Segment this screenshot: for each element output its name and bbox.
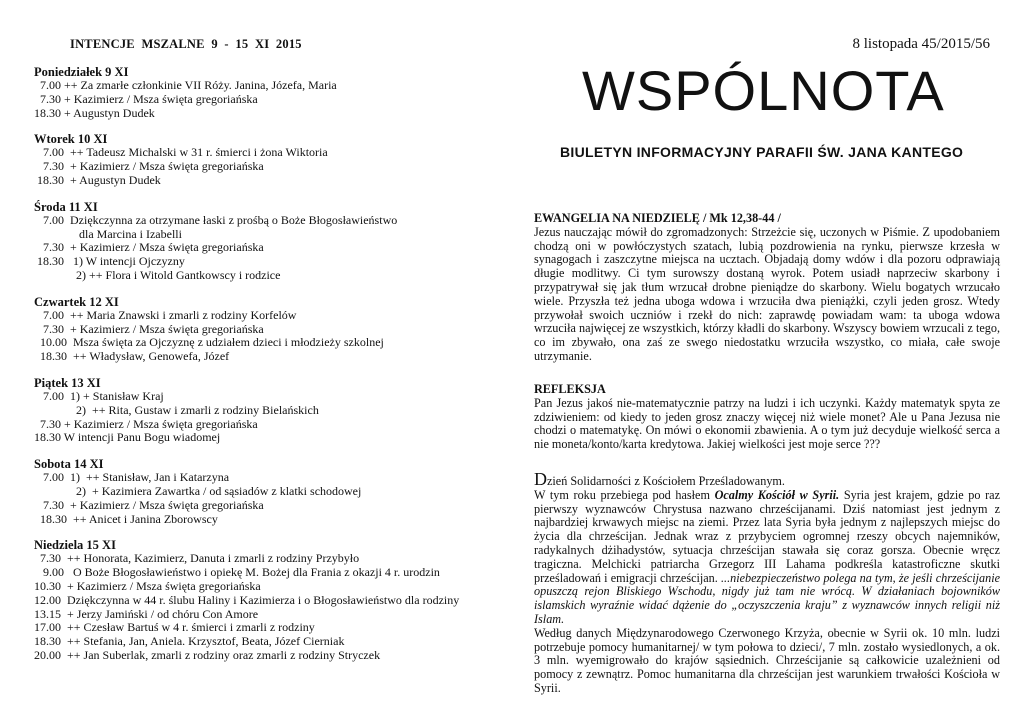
intention-line: 17.00 ++ Czesław Bartuś w 4 r. śmierci i zmarli z rodziny (34, 620, 315, 635)
intention-line: 7.00 1) ++ Stanisław, Jan i Katarzyna (34, 470, 230, 485)
gospel-text: Jezus nauczając mówił do zgromadzonych: Strzeżcie się, uczonych w Piśmie. Z upodobaniem chodzą oni w powłóczystych szatach, lubią pozdrowienia na rynku, pierwsze krzesła w synagogach i zaszczytne miejsca na ucztach. Objadają domy wdów i dla pozoru odprawiają długie modlitwy. Ci tym surowszy dostaną wyrok. Potem usiadł naprzeciw skarbony i przypatrywał się jak tłum wrzucał drobne pieniądze do skarbony. Wielu bogatych wrzucało wiele. Przyszła też jedna uboga wdowa i wrzuciła dwa pieniążki, czyli jeden grosz. Wtedy przywołał swoich uczniów i rzekł do nich: zaprawdę powiadam wam: ta uboga wdowa wrzuciła najwięcej ze wszystkich, którzy kładli do skarbony. Wszyscy bowiem wrzucali z tego, co im zbywało, ona zaś ze swego niedostatku wrzuciła wszystko, co miała, całe swoje utrzymanie. (534, 224, 1000, 363)
day-header: Czwartek 12 XI (34, 294, 119, 309)
schedule-day (34, 200, 512, 283)
schedule-title: INTENCJE MSZALNE 9 - 15 XI 2015 (70, 37, 302, 51)
solidarity-title (534, 469, 1000, 489)
day-header: Piątek 13 XI (34, 375, 101, 390)
schedule-day (34, 295, 512, 364)
intention-line: 7.30 + Kazimierz / Msza święta gregoriańska (34, 240, 264, 255)
day-gap (34, 188, 512, 200)
schedule-day (34, 65, 512, 120)
masthead-title: WSPÓLNOTA (582, 59, 945, 122)
solidarity-title-text: zień Solidarności z Kościołem Prześladowanym. (547, 474, 785, 488)
intention-line: 18.30 + Augustyn Dudek (34, 105, 155, 120)
intention-line: 18.30 ++ Stefania, Jan, Aniela. Krzysztof, Beata, Józef Cierniak (34, 634, 345, 649)
solidarity-section (534, 469, 1000, 696)
intention-line: 7.30 + Kazimierz / Msza święta gregoriańska (34, 321, 264, 336)
schedule-day (34, 376, 512, 445)
masthead-subtitle: BIULETYN INFORMACYJNY PARAFII ŚW. JANA KANTEGO (560, 144, 964, 160)
patriarch-quote: ...niebezpieczeństwo polega na tym, że jeśli chrześcijanie opuszczą rejon Bliskiego Wschodu, nigdy już tam nie wrócą. W działaniach bojowników islamskich wyraźnie widać dążenie do „oczyszczenia kraju” z wyznawców innych religii niż Islam. (534, 570, 1000, 626)
solidarity-paragraph-1 (534, 489, 1000, 627)
p1-before: W tym roku przebiega pod hasłem (534, 487, 715, 502)
intention-line: 12.00 Dziękczynna w 44 r. ślubu Haliny i Kazimierza i o Błogosławieństwo dla rodziny (34, 592, 460, 607)
schedule-day (34, 538, 512, 662)
bulletin-page (512, 0, 1024, 725)
intention-line: 20.00 ++ Jan Suberlak, zmarli z rodziny oraz zmarli z rodziny Stryczek (34, 647, 381, 662)
solidarity-paragraph-2: Według danych Międzynarodowego Czerwonego Krzyża, obecnie w Syrii ok. 10 mln. ludzi potrzebuje pomocy humanitarnej/ w tym połowa to dzieci/, 7 mln. zostało wysiedlonych, a ok. 3 mln. wyemigrowało do krajów sąsiednich. Chrześcijanie są całkowicie uzależnieni od pomocy z zewnątrz. Pomoc humanitarna dla chrześcijan jest warunkiem trwałości Kościoła w Syrii. (534, 625, 1000, 695)
intention-line: 13.15 + Jerzy Jamiński / od chóru Con Amore (34, 606, 259, 621)
intention-line: 2) ++ Flora i Witold Gantkowscy i rodzice (34, 267, 281, 282)
intention-line: 7.30 ++ Honorata, Kazimierz, Danuta i zmarli z rodziny Przybyło (34, 551, 360, 566)
gospel-heading: EWANGELIA NA NIEDZIELĘ / Mk 12,38-44 / (534, 211, 781, 225)
intention-line: 7.30 + Kazimierz / Msza święta gregoriańska (34, 91, 258, 106)
p1-after: Syria jest krajem, gdzie po raz pierwszy wyznawców Chrystusa nazwano chrześcijanami. Dziś natomiast jest jednym z najbardziej krwawych miejsc na ziemi. Przez lata Syria była jednym z najlepszych miejsc do życia dla chrześcijan. Jednak wraz z przybyciem ogromnej rzeszy obcych najemników, radykalnych dżihadystów, sytuacja chrześcijan stawała się coraz gorsza. Obecnie wręcz tragiczna. Melchicki patriarcha Grzegorz III Lahama podkreśla katastroficzne skutki prześladowań i emigracji chrześcijan. (534, 487, 1000, 585)
gospel-section (534, 212, 1000, 364)
intention-line: 18.30 1) W intencji Ojczyzny (34, 254, 185, 269)
day-gap (34, 364, 512, 376)
intention-line: 10.00 Msza święta za Ojczyznę z udziałem dzieci i młodzieży szkolnej (34, 335, 384, 350)
intention-line: 18.30 W intencji Panu Bogu wiadomej (34, 430, 221, 445)
dropcap: D (534, 469, 547, 489)
day-gap (34, 445, 512, 457)
day-header: Środa 11 XI (34, 199, 98, 214)
intention-line: 7.00 ++ Maria Znawski i zmarli z rodziny Korfelów (34, 307, 297, 322)
intention-line: 2) + Kazimiera Zawartka / od sąsiadów z klatki schodowej (34, 483, 362, 498)
day-header: Poniedziałek 9 XI (34, 65, 129, 79)
intention-line: 7.30 + Kazimierz / Msza święta gregoriańska (34, 497, 264, 512)
issue-date: 8 listopada 45/2015/56 (852, 36, 990, 52)
reflection-heading: REFLEKSJA (534, 382, 606, 396)
intention-line: 7.30 + Kazimierz / Msza święta gregoriańska (34, 416, 258, 431)
day-header: Wtorek 10 XI (34, 132, 108, 147)
intention-line: 18.30 ++ Anicet i Janina Zborowscy (34, 511, 218, 526)
intention-line: 7.30 + Kazimierz / Msza święta gregoriańska (34, 159, 264, 174)
intention-line: 7.00 Dziękczynna za otrzymane łaski z prośbą o Boże Błogosławieństwo (34, 212, 398, 227)
day-gap (34, 283, 512, 295)
intention-line: 7.00 1) + Stanisław Kraj (34, 388, 164, 403)
intention-line: 7.00 ++ Za zmarłe członkinie VII Róży. Janina, Józefa, Maria (34, 78, 337, 92)
intention-line: 18.30 + Augustyn Dudek (34, 172, 161, 187)
motto: Ocalmy Kościół w Syrii. (714, 487, 840, 502)
reflection-section (534, 383, 1000, 452)
schedule-day (34, 132, 512, 187)
intention-line: 2) ++ Rita, Gustaw i zmarli z rodziny Bielańskich (34, 402, 319, 417)
intention-line: dla Marcina i Izabelli (34, 226, 182, 241)
intention-line: 10.30 + Kazimierz / Msza święta gregoriańska (34, 578, 261, 593)
schedule-day (34, 457, 512, 526)
day-gap (34, 120, 512, 132)
intention-line: 9.00 O Boże Błogosławieństwo i opiekę M. Bożej dla Frania z okazji 4 r. urodzin (34, 565, 440, 580)
day-header: Niedziela 15 XI (34, 538, 116, 553)
reflection-text: Pan Jezus jakoś nie-matematycznie patrzy na ludzi i ich uczynki. Każdy matematyk spyta ze zdziwieniem: od kiedy to jeden grosz znaczy więcej niż wiele monet? Ale u Pana Jezusa nie chodzi o matematykę. On mówi o ekonomii zbawienia. A o tym już decyduje wielkość serca a nie moneta/konto/karta kredytowa. Jakiej wielkości jest moje serce ??? (534, 395, 1000, 452)
intention-line: 18.30 ++ Władysław, Genowefa, Józef (34, 349, 230, 364)
schedule-days (34, 65, 512, 663)
day-header: Sobota 14 XI (34, 457, 104, 472)
intention-line: 7.00 ++ Tadeusz Michalski w 31 r. śmierci i żona Wiktoria (34, 145, 328, 160)
day-gap (34, 526, 512, 538)
